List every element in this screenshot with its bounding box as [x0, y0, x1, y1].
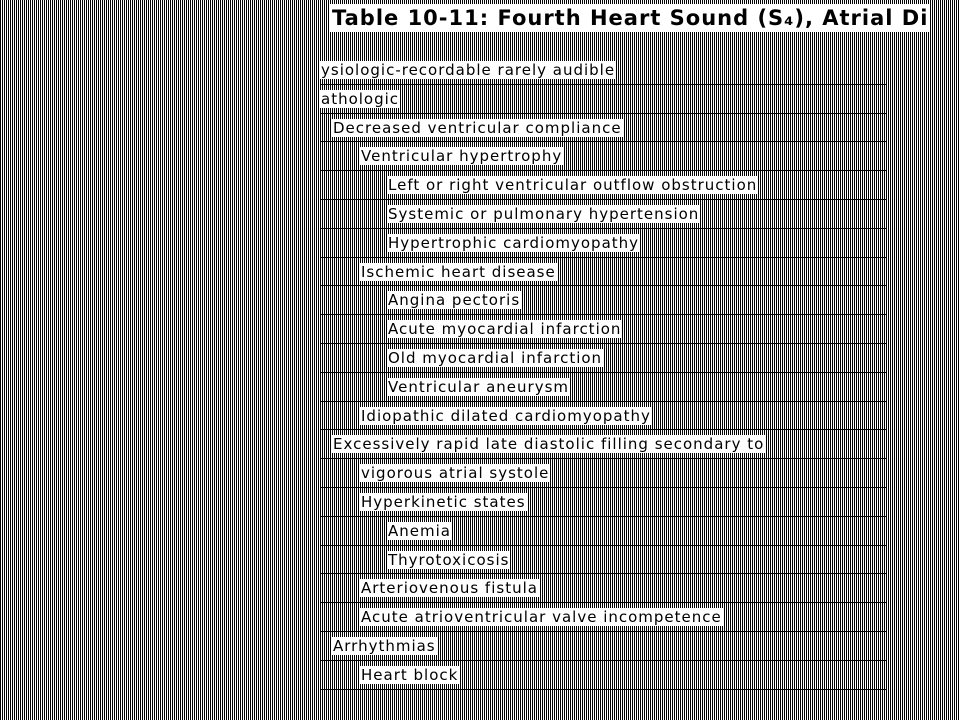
list-item: [320, 56, 886, 85]
list-item-label: Anemia: [388, 521, 451, 540]
list-item-label: Acute atrioventricular valve incompetence: [361, 608, 722, 627]
list-item-label: Heart block: [361, 665, 459, 684]
list-item: [320, 373, 886, 402]
list-item-label: Angina pectoris: [388, 291, 521, 310]
list-item-label: Excessively rapid late diastolic filling secondary to: [333, 435, 765, 454]
list-item: [320, 286, 886, 315]
list-item: [320, 517, 886, 546]
list-item: [320, 142, 886, 171]
list-item-label: Systemic or pulmonary hypertension: [388, 204, 700, 223]
list-item-label: Old myocardial infarction: [388, 348, 603, 367]
list-item: [320, 344, 886, 373]
list-item: [320, 114, 886, 143]
list-item-label: Ischemic heart disease: [361, 262, 556, 281]
list-item: [320, 402, 886, 431]
list-item-label: Hyperkinetic states: [361, 492, 526, 511]
list-item-label: Left or right ventricular outflow obstruction: [388, 176, 758, 195]
list-item: [320, 315, 886, 344]
list-item: [320, 430, 886, 459]
list-item: [320, 200, 886, 229]
list-item-label: ysiologic-recordable rarely audible: [321, 61, 616, 79]
list-item-label: Arteriovenous fistula: [361, 579, 538, 598]
list-item-label: Decreased ventricular compliance: [333, 118, 622, 137]
list-item-label: Acute myocardial infarction: [388, 320, 622, 339]
list-item: [320, 258, 886, 287]
list-item-label: Thyrotoxicosis: [388, 550, 510, 569]
list-item: [320, 488, 886, 517]
list-item-label: Ventricular aneurysm: [388, 377, 570, 396]
list-item: [320, 229, 886, 258]
list-item-label: athologic: [321, 89, 400, 108]
table-title: Table 10-11: Fourth Heart Sound (S₄), Atrial Di: [332, 6, 929, 30]
list-item-label: vigorous atrial systole: [361, 464, 550, 483]
list-item-label: Ventricular hypertrophy: [361, 147, 563, 166]
list-item: [320, 661, 886, 690]
list-item: [320, 459, 886, 488]
list-item: [320, 546, 886, 575]
list-item-label: Hypertrophic cardiomyopathy: [388, 233, 640, 252]
list-item: [320, 632, 886, 661]
list-item-label: Arrhythmias: [333, 636, 436, 655]
list-item: [320, 603, 886, 632]
list-item-label: Idiopathic dilated cardiomyopathy: [361, 406, 651, 425]
list-item: [320, 85, 886, 114]
list-item: [320, 574, 886, 603]
condition-list: [320, 56, 886, 690]
list-item: [320, 171, 886, 200]
